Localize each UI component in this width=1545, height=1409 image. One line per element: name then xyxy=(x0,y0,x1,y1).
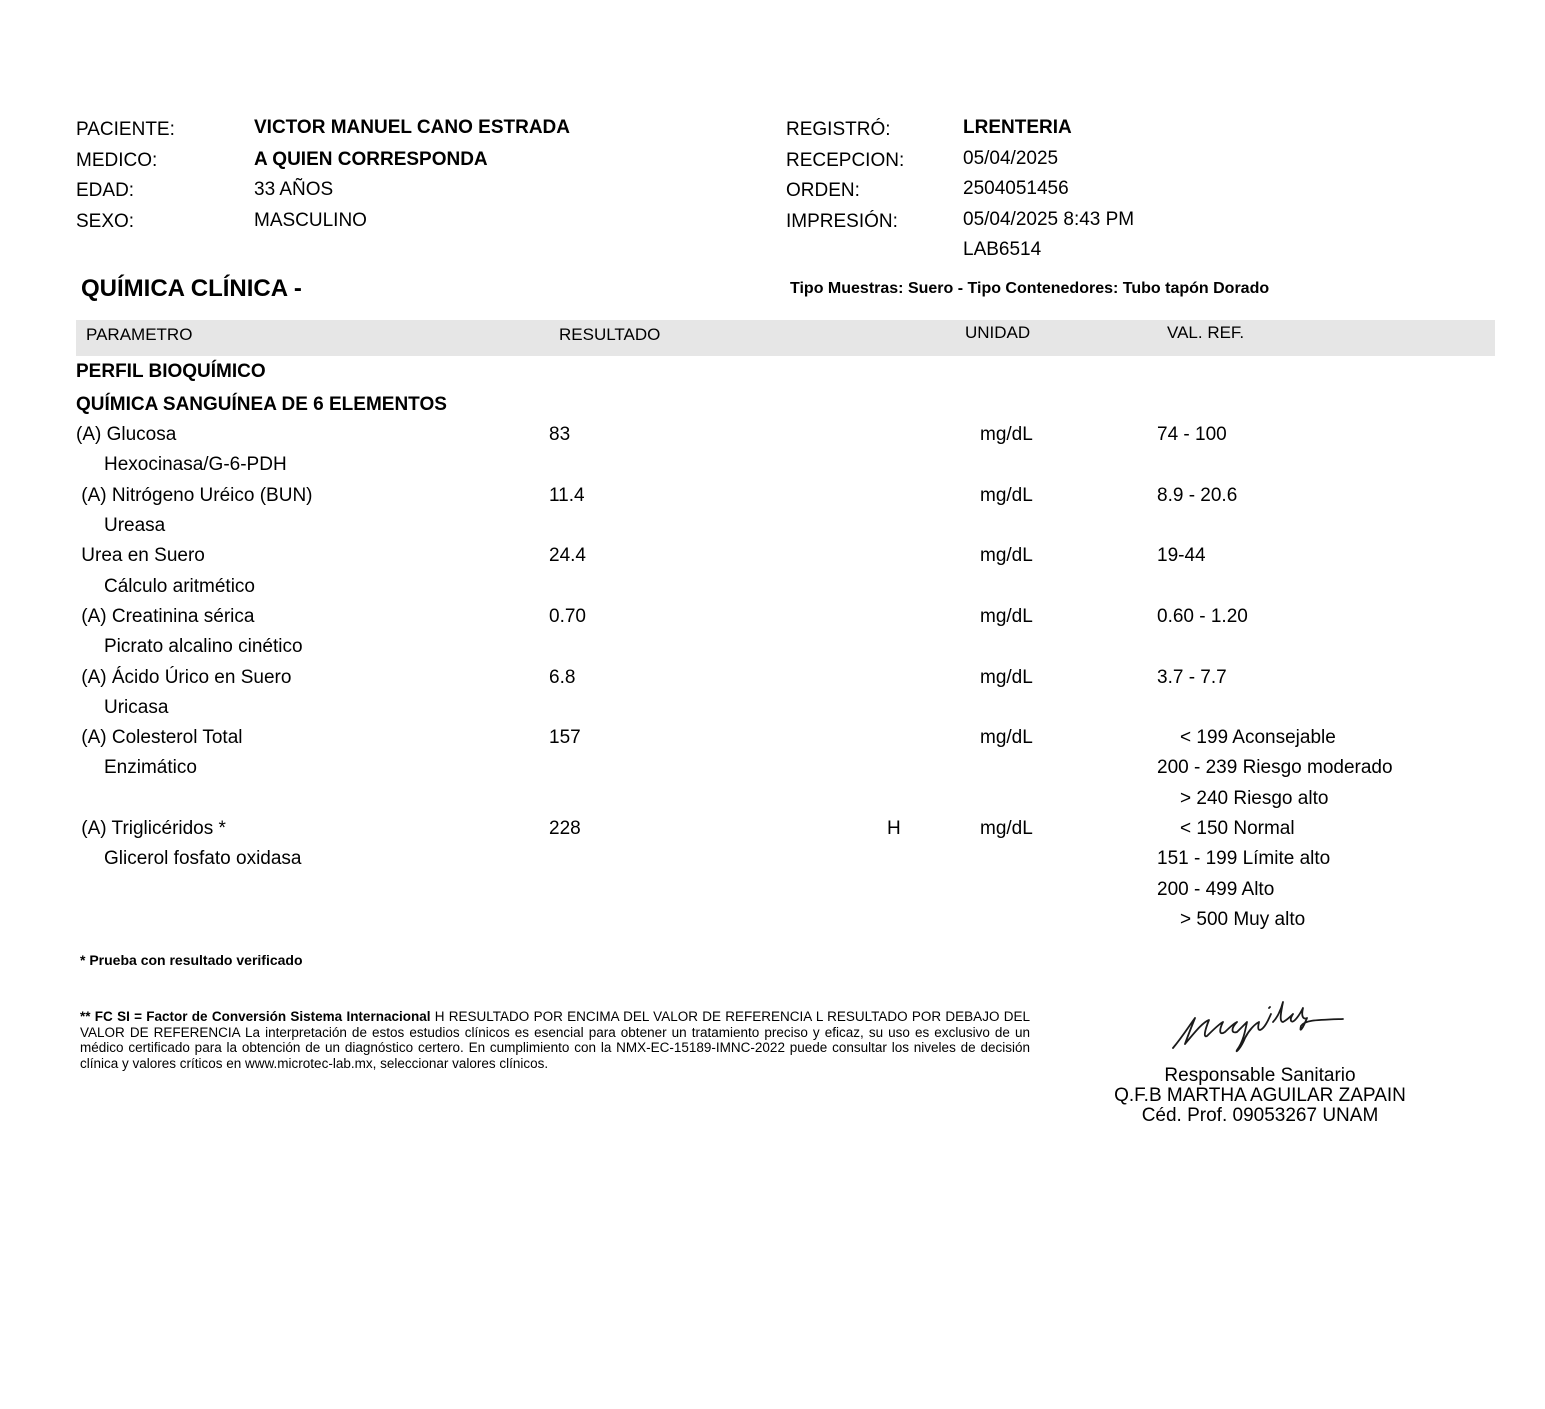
test-result: 24.4 xyxy=(549,545,586,566)
test-method: Ureasa xyxy=(104,515,166,536)
handwritten-signature xyxy=(1165,988,1350,1058)
test-name: (A) Colesterol Total xyxy=(76,727,243,748)
order-value: 2504051456 xyxy=(963,178,1069,199)
sex-label: SEXO: xyxy=(76,211,135,232)
print-label: IMPRESIÓN: xyxy=(786,211,898,232)
test-ref: 0.60 - 1.20 xyxy=(1157,606,1248,627)
order-label: ORDEN: xyxy=(786,180,860,201)
test-method: Uricasa xyxy=(104,697,169,718)
test-method: Enzimático xyxy=(104,757,197,778)
registered-by-value: LRENTERIA xyxy=(963,117,1072,138)
col-header-valref: VAL. REF. xyxy=(1167,323,1245,342)
test-unit: mg/dL xyxy=(980,818,1033,839)
test-result: 0.70 xyxy=(549,606,586,627)
test-unit: mg/dL xyxy=(980,545,1033,566)
col-header-unidad: UNIDAD xyxy=(965,323,1031,342)
sex-value: MASCULINO xyxy=(254,210,367,231)
test-name: Urea en Suero xyxy=(76,545,205,566)
patient-label: PACIENTE: xyxy=(76,119,175,140)
test-ref: 200 - 499 Alto xyxy=(1157,879,1275,900)
test-name: (A) Nitrógeno Uréico (BUN) xyxy=(76,485,313,506)
signature-name: Q.F.B MARTHA AGUILAR ZAPAIN xyxy=(1114,1085,1406,1106)
footnote: * Prueba con resultado verificado xyxy=(80,952,303,968)
disclaimer xyxy=(80,1009,1030,1071)
test-name: (A) Ácido Úrico en Suero xyxy=(76,667,292,688)
lab-code: LAB6514 xyxy=(963,239,1042,260)
test-ref: > 500 Muy alto xyxy=(1180,909,1306,930)
test-ref: 19-44 xyxy=(1157,545,1206,566)
test-method: Picrato alcalino cinético xyxy=(104,636,303,657)
test-ref: 200 - 239 Riesgo moderado xyxy=(1157,757,1393,778)
test-method: Cálculo aritmético xyxy=(104,576,255,597)
reception-label: RECEPCION: xyxy=(786,150,905,171)
test-ref: < 199 Aconsejable xyxy=(1180,727,1336,748)
signature-block xyxy=(1080,1066,1440,1126)
test-ref: > 240 Riesgo alto xyxy=(1180,788,1329,809)
test-ref: 74 - 100 xyxy=(1157,424,1227,445)
test-name: (A) Triglicéridos * xyxy=(76,818,226,839)
age-label: EDAD: xyxy=(76,180,135,201)
test-unit: mg/dL xyxy=(980,424,1033,445)
test-result: 6.8 xyxy=(549,667,576,688)
test-unit: mg/dL xyxy=(980,667,1033,688)
test-unit: mg/dL xyxy=(980,485,1033,506)
col-header-parametro: PARAMETRO xyxy=(86,325,193,344)
group-panel: QUÍMICA SANGUÍNEA DE 6 ELEMENTOS xyxy=(76,394,447,415)
test-unit: mg/dL xyxy=(980,727,1033,748)
group-profile: PERFIL BIOQUÍMICO xyxy=(76,361,266,382)
test-ref: 8.9 - 20.6 xyxy=(1157,485,1238,506)
test-ref: 151 - 199 Límite alto xyxy=(1157,848,1331,869)
test-result: 157 xyxy=(549,727,581,748)
patient-value: VICTOR MANUEL CANO ESTRADA xyxy=(254,117,570,138)
age-value: 33 AÑOS xyxy=(254,179,334,200)
test-unit: mg/dL xyxy=(980,606,1033,627)
doctor-value: A QUIEN CORRESPONDA xyxy=(254,149,488,170)
doctor-label: MEDICO: xyxy=(76,150,158,171)
test-result: 11.4 xyxy=(549,485,585,506)
reception-value: 05/04/2025 xyxy=(963,148,1059,169)
test-result: 83 xyxy=(549,424,571,445)
disclaimer-text: H RESULTADO POR ENCIMA DEL VALOR DE REFERENCIA L RESULTADO POR DEBAJO DEL VALOR DE REFERENCIA La interpretación de estos estudios clínicos es esencial para obtener un tratamiento preciso y eficaz, su uso es exclusivo de un médico certificado para la obtención de un diagnóstico certero. En cumplimiento con la NMX-EC-15189-IMNC-2022 puede consultar los niveles de decisión clínica y valores críticos en www.microtec-lab.mx, seleccionar valores clínicos. xyxy=(80,1009,1030,1071)
table-header-bar xyxy=(76,320,1495,356)
test-ref: 3.7 - 7.7 xyxy=(1157,667,1227,688)
col-header-resultado: RESULTADO xyxy=(559,325,661,344)
test-name: (A) Glucosa xyxy=(76,424,177,445)
signature-role: Responsable Sanitario xyxy=(1164,1065,1356,1086)
sample-info: Tipo Muestras: Suero - Tipo Contenedores: Tubo tapón Dorado xyxy=(790,280,1270,297)
print-value: 05/04/2025 8:43 PM xyxy=(963,209,1135,230)
disclaimer-bold: ** FC SI = Factor de Conversión Sistema Internacional xyxy=(80,1009,431,1024)
signature-license: Céd. Prof. 09053267 UNAM xyxy=(1141,1105,1379,1126)
section-title: QUÍMICA CLÍNICA - xyxy=(81,275,302,302)
test-method: Hexocinasa/G-6-PDH xyxy=(104,454,287,475)
test-name: (A) Creatinina sérica xyxy=(76,606,255,627)
test-method: Glicerol fosfato oxidasa xyxy=(104,848,302,869)
registered-by-label: REGISTRÓ: xyxy=(786,119,891,140)
test-ref: < 150 Normal xyxy=(1180,818,1295,839)
test-flag: H xyxy=(887,818,901,839)
test-result: 228 xyxy=(549,818,581,839)
